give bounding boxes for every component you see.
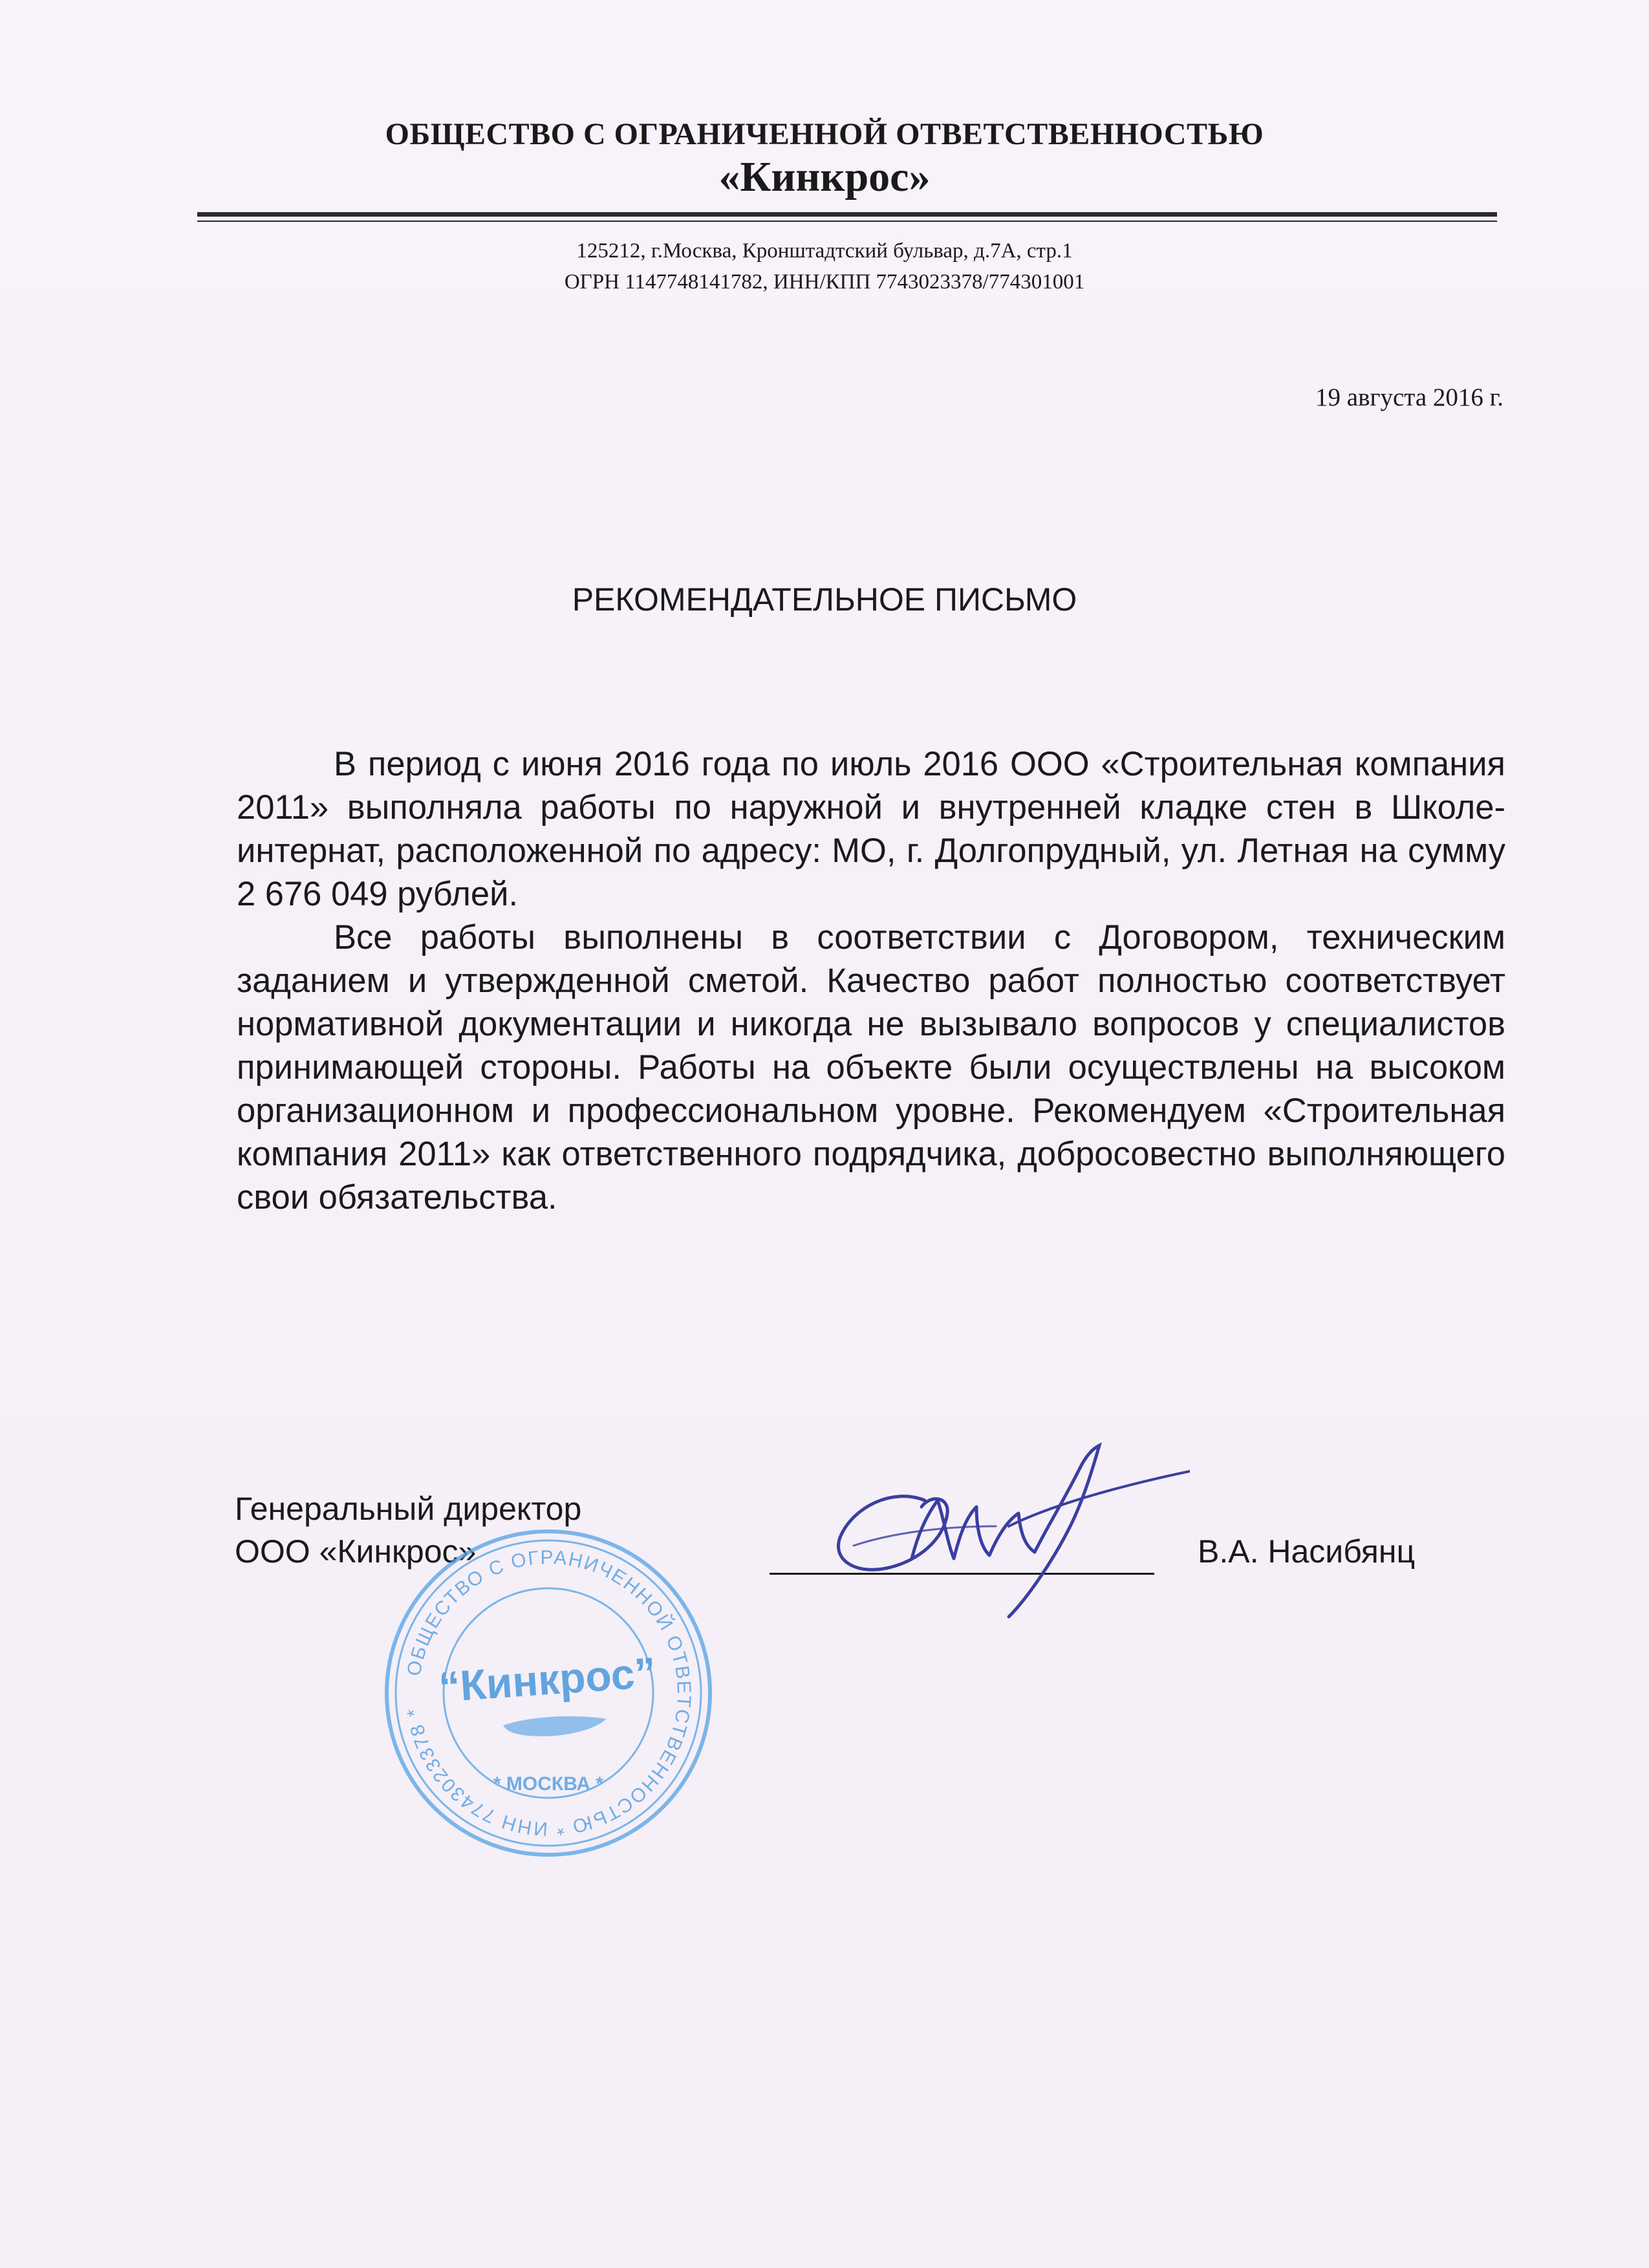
signer-name: В.А. Насибянц [1198,1533,1416,1570]
company-seal-stamp [380,1525,717,1861]
signer-position-title: Генеральный директор [235,1491,582,1527]
letterhead-rule-thin [197,221,1497,222]
document-title: РЕКОМЕНДАТЕЛЬНОЕ ПИСЬМО [572,581,1077,618]
letter-body [237,742,1505,1219]
letterhead-rule-thick [197,212,1497,217]
org-name-heading: «Кинкрос» [718,153,931,200]
letter-date: 19 августа 2016 г. [1315,383,1503,411]
signer-position-org: ООО «Кинкрос» [235,1533,477,1570]
svg-text:* МОСКВА *: * МОСКВА * [493,1773,604,1795]
org-address: 125212, г.Москва, Кронштадтский бульвар, д.7А, стр.1 [576,239,1073,263]
svg-text:“Кинкрос”: “Кинкрос” [437,1648,658,1711]
body-paragraph: Все работы выполнены в соответствии с Договором, техническим заданием и утвержденной сметой. Качество работ полностью соответствует нормативной документации и никогда не вызывало вопросов у специалистов принимающей стороны. Работы на объекте были осуществлены на высоком организационном и профессиональном уровне. Рекомендуем «Строительная компания 2011» как ответственного подрядчика, добросовестно выполняющего свои обязательства. [237,918,1505,1216]
org-registration: ОГРН 1147748141782, ИНН/КПП 7743023378/774301001 [564,270,1085,294]
handwritten-signature [815,1429,1190,1643]
body-paragraph: В период с июня 2016 года по июль 2016 ООО «Строительная компания 2011» выполняла работы по наружной и внутренней кладке стен в Школе-интернат, расположенной по адресу: МО, г. Долгопрудный, ул. Летная на сумму 2 676 049 рублей. [237,745,1505,913]
org-type-heading: ОБЩЕСТВО С ОГРАНИЧЕННОЙ ОТВЕТСТВЕННОСТЬЮ [385,117,1264,151]
svg-text:ОБЩЕСТВО С ОГРАНИЧЕННОЙ ОТВЕТС: ОБЩЕСТВО С ОГРАНИЧЕННОЙ ОТВЕТСТВЕННОСТЬЮ * ИНН 7743023378 * [403,1546,695,1840]
